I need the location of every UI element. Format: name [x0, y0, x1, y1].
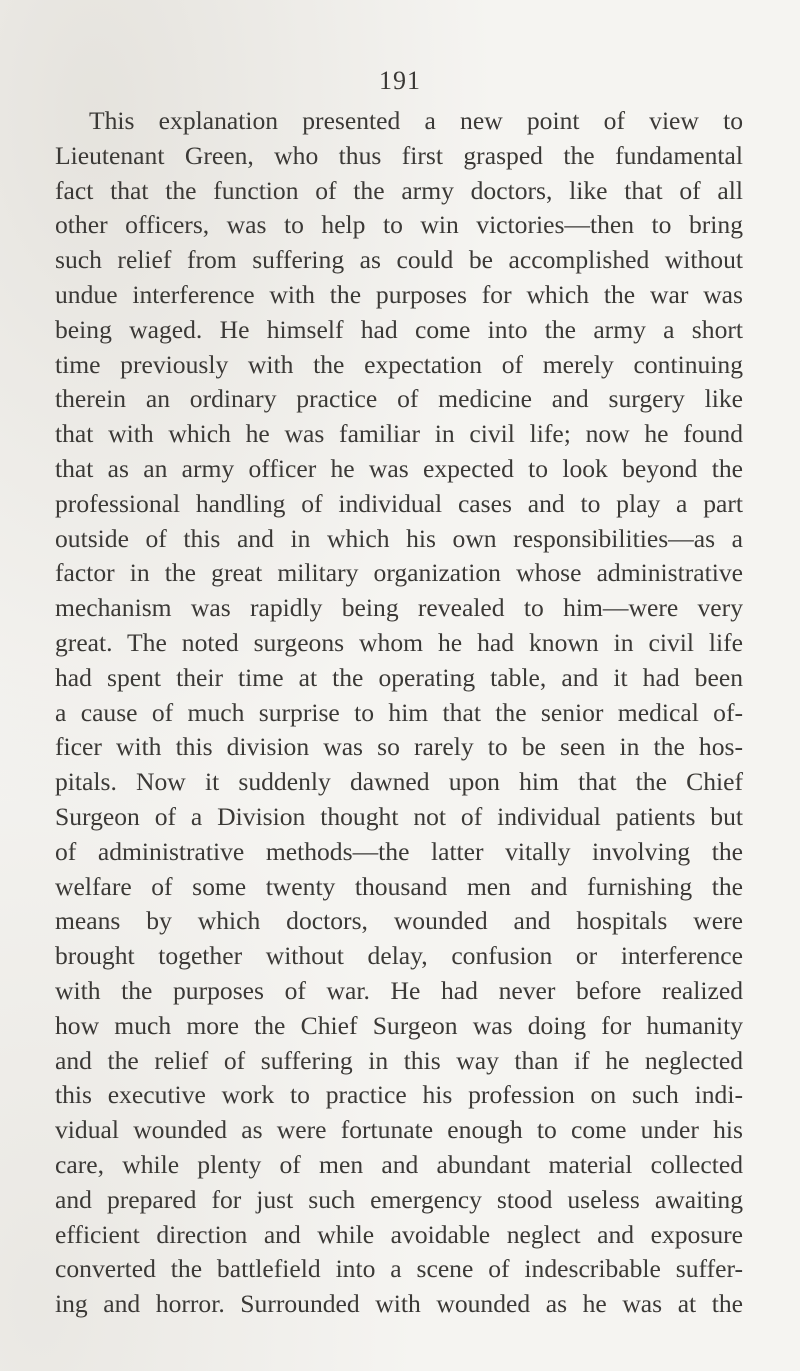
- text-line: being waged. He himself had come into the army a short: [55, 314, 743, 344]
- text-line: time previously with the expectation of merely continuing: [55, 349, 743, 379]
- text-line: converted the battlefield into a scene of indescribable suffer-: [55, 1254, 743, 1284]
- text-line: such relief from suffering as could be accomplished without: [55, 245, 743, 275]
- text-line: ficer with this division was so rarely to be seen in the hos-: [55, 732, 743, 762]
- text-line: a cause of much surprise to him that the senior medical of-: [55, 697, 743, 727]
- text-line: great. The noted surgeons whom he had known in civil life: [55, 627, 743, 657]
- text-line: and the relief of suffering in this way than if he neglected: [55, 1045, 743, 1075]
- text-line: that with which he was familiar in civil life; now he found: [55, 419, 743, 449]
- text-line: outside of this and in which his own responsibilities—as a: [55, 523, 743, 553]
- text-line: ing and horror. Surrounded with wounded as he was at the: [55, 1289, 743, 1319]
- text-line: had spent their time at the operating table, and it had been: [55, 662, 743, 692]
- text-line: of administrative methods—the latter vitally involving the: [55, 836, 743, 866]
- text-line: with the purposes of war. He had never before realized: [55, 975, 743, 1005]
- text-line: Lieutenant Green, who thus first grasped the fundamental: [55, 140, 743, 170]
- text-line: brought together without delay, confusion or interference: [55, 941, 743, 971]
- text-line: Surgeon of a Division thought not of individual patients but: [55, 801, 743, 831]
- text-line: undue interference with the purposes for which the war was: [55, 279, 743, 309]
- text-line: pitals. Now it suddenly dawned upon him that the Chief: [55, 767, 743, 797]
- text-line: mechanism was rapidly being revealed to him—were very: [55, 593, 743, 623]
- text-line: welfare of some twenty thousand men and furnishing the: [55, 871, 743, 901]
- text-line: factor in the great military organization whose administrative: [55, 558, 743, 588]
- text-line: care, while plenty of men and abundant material collected: [55, 1149, 743, 1179]
- text-line: this executive work to practice his profession on such indi-: [55, 1080, 743, 1110]
- page-number: 191: [379, 66, 421, 95]
- text-line: other officers, was to help to win victories—then to bring: [55, 210, 743, 240]
- body-text: [55, 104, 743, 1322]
- text-line: efficient direction and while avoidable neglect and exposure: [55, 1219, 743, 1249]
- text-line: professional handling of individual cases and to play a part: [55, 488, 743, 518]
- text-line: means by which doctors, wounded and hospitals were: [55, 906, 743, 936]
- text-line: therein an ordinary practice of medicine and surgery like: [55, 384, 743, 414]
- text-line: and prepared for just such emergency stood useless awaiting: [55, 1184, 743, 1214]
- text-line: vidual wounded as were fortunate enough to come under his: [55, 1115, 743, 1145]
- text-line: fact that the function of the army doctors, like that of all: [55, 175, 743, 205]
- text-line: that as an army officer he was expected to look beyond the: [55, 453, 743, 483]
- text-line: This explanation presented a new point of view to: [89, 106, 743, 135]
- text-line: how much more the Chief Surgeon was doing for humanity: [55, 1010, 743, 1040]
